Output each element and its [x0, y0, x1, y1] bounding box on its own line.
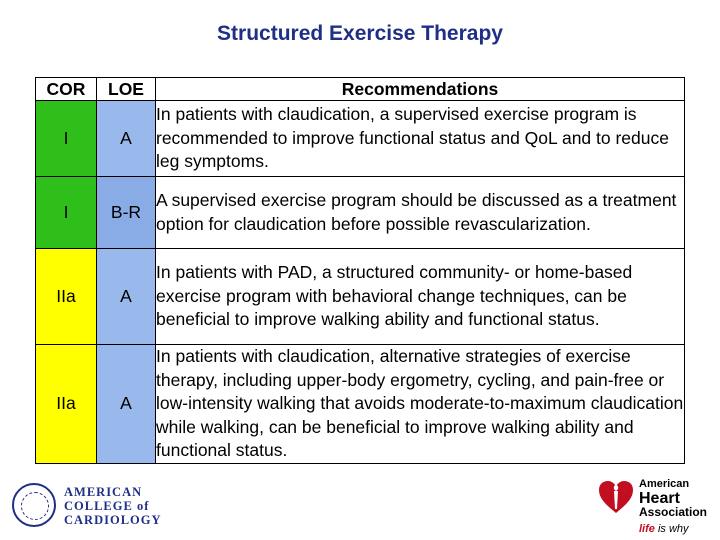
- table-row: [36, 177, 685, 249]
- page-title: Structured Exercise Therapy: [217, 22, 503, 45]
- loe-cell: A: [97, 101, 156, 177]
- header-cor: COR: [36, 78, 97, 101]
- acc-logo: [12, 483, 172, 531]
- header-loe: LOE: [97, 78, 156, 101]
- cor-cell: I: [36, 101, 97, 177]
- header-recommendations: Recommendations: [156, 78, 685, 101]
- recommendation-text: A supervised exercise program should be discussed as a treatment option for claudication before possible revascularization.: [156, 177, 685, 249]
- table-row: [36, 249, 685, 345]
- recommendations-table: [35, 77, 685, 464]
- table-header-row: [36, 78, 685, 101]
- aha-logo: [593, 475, 718, 537]
- recommendation-text: In patients with claudication, alternative strategies of exercise therapy, including upper-body ergometry, cycling, and pain-free or low-intensity walking that avoids moderate-to-maximum claudication while walking, can be beneficial to improve walking ability and functional status.: [156, 345, 685, 464]
- aha-logo-text: American Heart Association: [639, 478, 708, 519]
- cor-cell: IIa: [36, 249, 97, 345]
- acc-seal-icon: [12, 483, 56, 527]
- aha-tagline: life is why: [639, 523, 689, 535]
- loe-cell: A: [97, 345, 156, 464]
- recommendation-text: In patients with PAD, a structured community- or home-based exercise program with behavioral change techniques, can be beneficial to improve walking ability and functional status.: [156, 249, 685, 345]
- recommendation-text: In patients with claudication, a supervised exercise program is recommended to improve functional status and QoL and to reduce leg symptoms.: [156, 101, 685, 177]
- cor-cell: I: [36, 177, 97, 249]
- acc-logo-text: AMERICAN COLLEGE of CARDIOLOGY: [64, 485, 162, 527]
- cor-cell: IIa: [36, 345, 97, 464]
- loe-cell: B-R: [97, 177, 156, 249]
- heart-torch-icon: [597, 479, 635, 515]
- loe-cell: A: [97, 249, 156, 345]
- table-row: [36, 101, 685, 177]
- table-row: [36, 345, 685, 464]
